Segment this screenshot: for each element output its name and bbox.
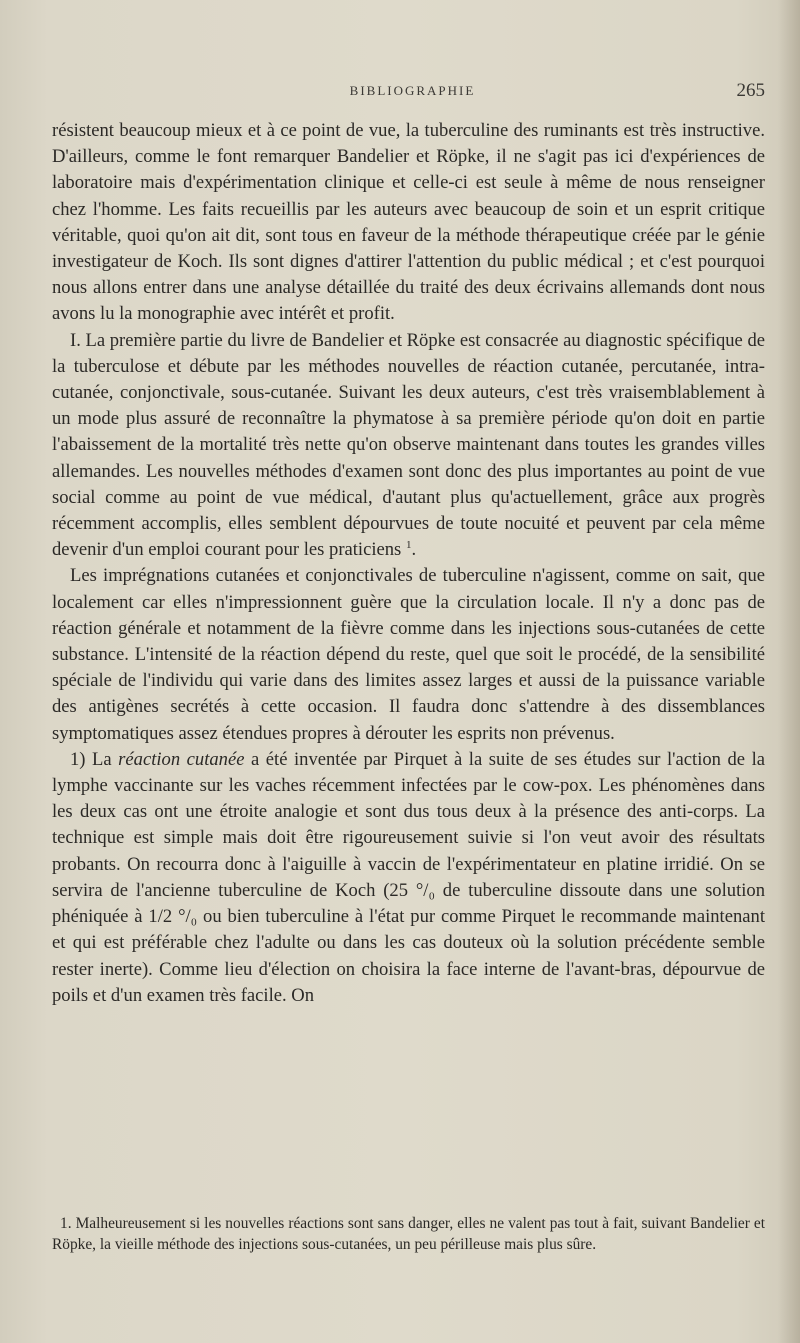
footnote-ref: 1 (405, 539, 412, 552)
paragraph-2 (52, 328, 765, 564)
paragraph-4-start: 1) La (70, 748, 119, 770)
body-text (52, 118, 765, 1009)
paragraph-2-text: I. La première partie du livre de Bandelier et Röpke est consacrée au diagnostic spécifique de la tuberculose et débute par les méthodes nouvelles de réaction cutanée, percutanée, intra-cutanée, conjonctivale, sous-cutanée. Suivant les deux auteurs, c'est très vraisemblablement à un mode plus assuré de reconnaître la phymatose à sa première période qu'on doit en partie l'abaissement de la mortalité très nette qu'on observe maintenant dans toutes les grandes villes allemandes. Les nouvelles méthodes d'examen sont donc des plus importantes au point de vue social comme au point de vue médical, d'autant plus qu'actuellement, grâce aux progrès récemment accomplis, elles semblent dépourvues de toute nocuité et peuvent par cela même devenir d'un emploi courant pour les praticiens (52, 329, 765, 561)
footnote (52, 1214, 765, 1255)
paragraph-4 (52, 747, 765, 1009)
paragraph-4-rest: a été inventée par Pirquet à la suite de ses études sur l'action de la lymphe vaccinante sur les vaches récemment infectées par le cow-pox. Les phénomènes dans les deux cas ont une étroite analogie et sont dus tous deux à la présence des anti-corps. La technique est simple mais doit être rigoureusement suivie si l'on veut avoir des résultats probants. On recourra donc à l'aiguille à vaccin de l'expérimentateur en platine irridié. On se servira de l'ancienne tuberculine de Koch (25 °/₀ de tuberculine dissoute dans une solution phéniquée à 1/2 °/₀ ou bien tuberculine à l'état pur comme Pirquet le recommande maintenant et qui est préférable chez l'adulte ou dans les cas douteux où la solution précédente semble rester inerte). Comme lieu d'élection on choisira la face interne de l'avant-bras, dépourvue de poils et d'un examen très facile. On (52, 748, 765, 1006)
paragraph-4-italic: réaction cutanée (118, 748, 245, 770)
page-edge-shadow (778, 0, 800, 1343)
paragraph-2-end: . (411, 539, 417, 561)
running-title: BIBLIOGRAPHIE (349, 83, 476, 98)
page-number: 265 (736, 80, 765, 101)
running-head (60, 80, 765, 102)
paragraph-1: résistent beaucoup mieux et à ce point de vue, la tuberculine des ruminants est très instructive. D'ailleurs, comme le font remarquer Bandelier et Röpke, il ne s'agit pas ici d'expériences de laboratoire mais d'expérimentation clinique et celle-ci est seule à même de nous renseigner chez l'homme. Les faits recueillis par les auteurs avec beaucoup de soin et un esprit critique véritable, quoi qu'on ait dit, sont tous en faveur de la méthode thérapeutique créée par le génie investigateur de Koch. Ils sont dignes d'attirer l'attention du public médical ; et c'est pourquoi nous allons entrer dans une analyse détaillée du traité des deux écrivains allemands dont nous avons lu la monographie avec intérêt et profit. (52, 120, 765, 325)
footnote-text: 1. Malheureusement si les nouvelles réactions sont sans danger, elles ne valent pas tout à fait, suivant Bandelier et Röpke, la vieille méthode des injections sous-cutanées, un peu périlleuse mais plus sûre. (52, 1215, 765, 1253)
paragraph-3: Les imprégnations cutanées et conjonctivales de tuberculine n'agissent, comme on sait, que localement car elles n'impressionnent guère que la circulation locale. Il n'y a donc pas de réaction générale et notamment de la fièvre comme dans les injections sous-cutanées de cette substance. L'intensité de la réaction dépend du reste, quel que soit le procédé, de la sensibilité spéciale de l'individu qui varie dans des limites assez larges et aussi de la puissance variable des antigènes secrétés à cette occasion. Il faudra donc s'attendre à des dissemblances symptomatiques assez étendues propres à dérouter les esprits non prévenus. (52, 565, 765, 744)
